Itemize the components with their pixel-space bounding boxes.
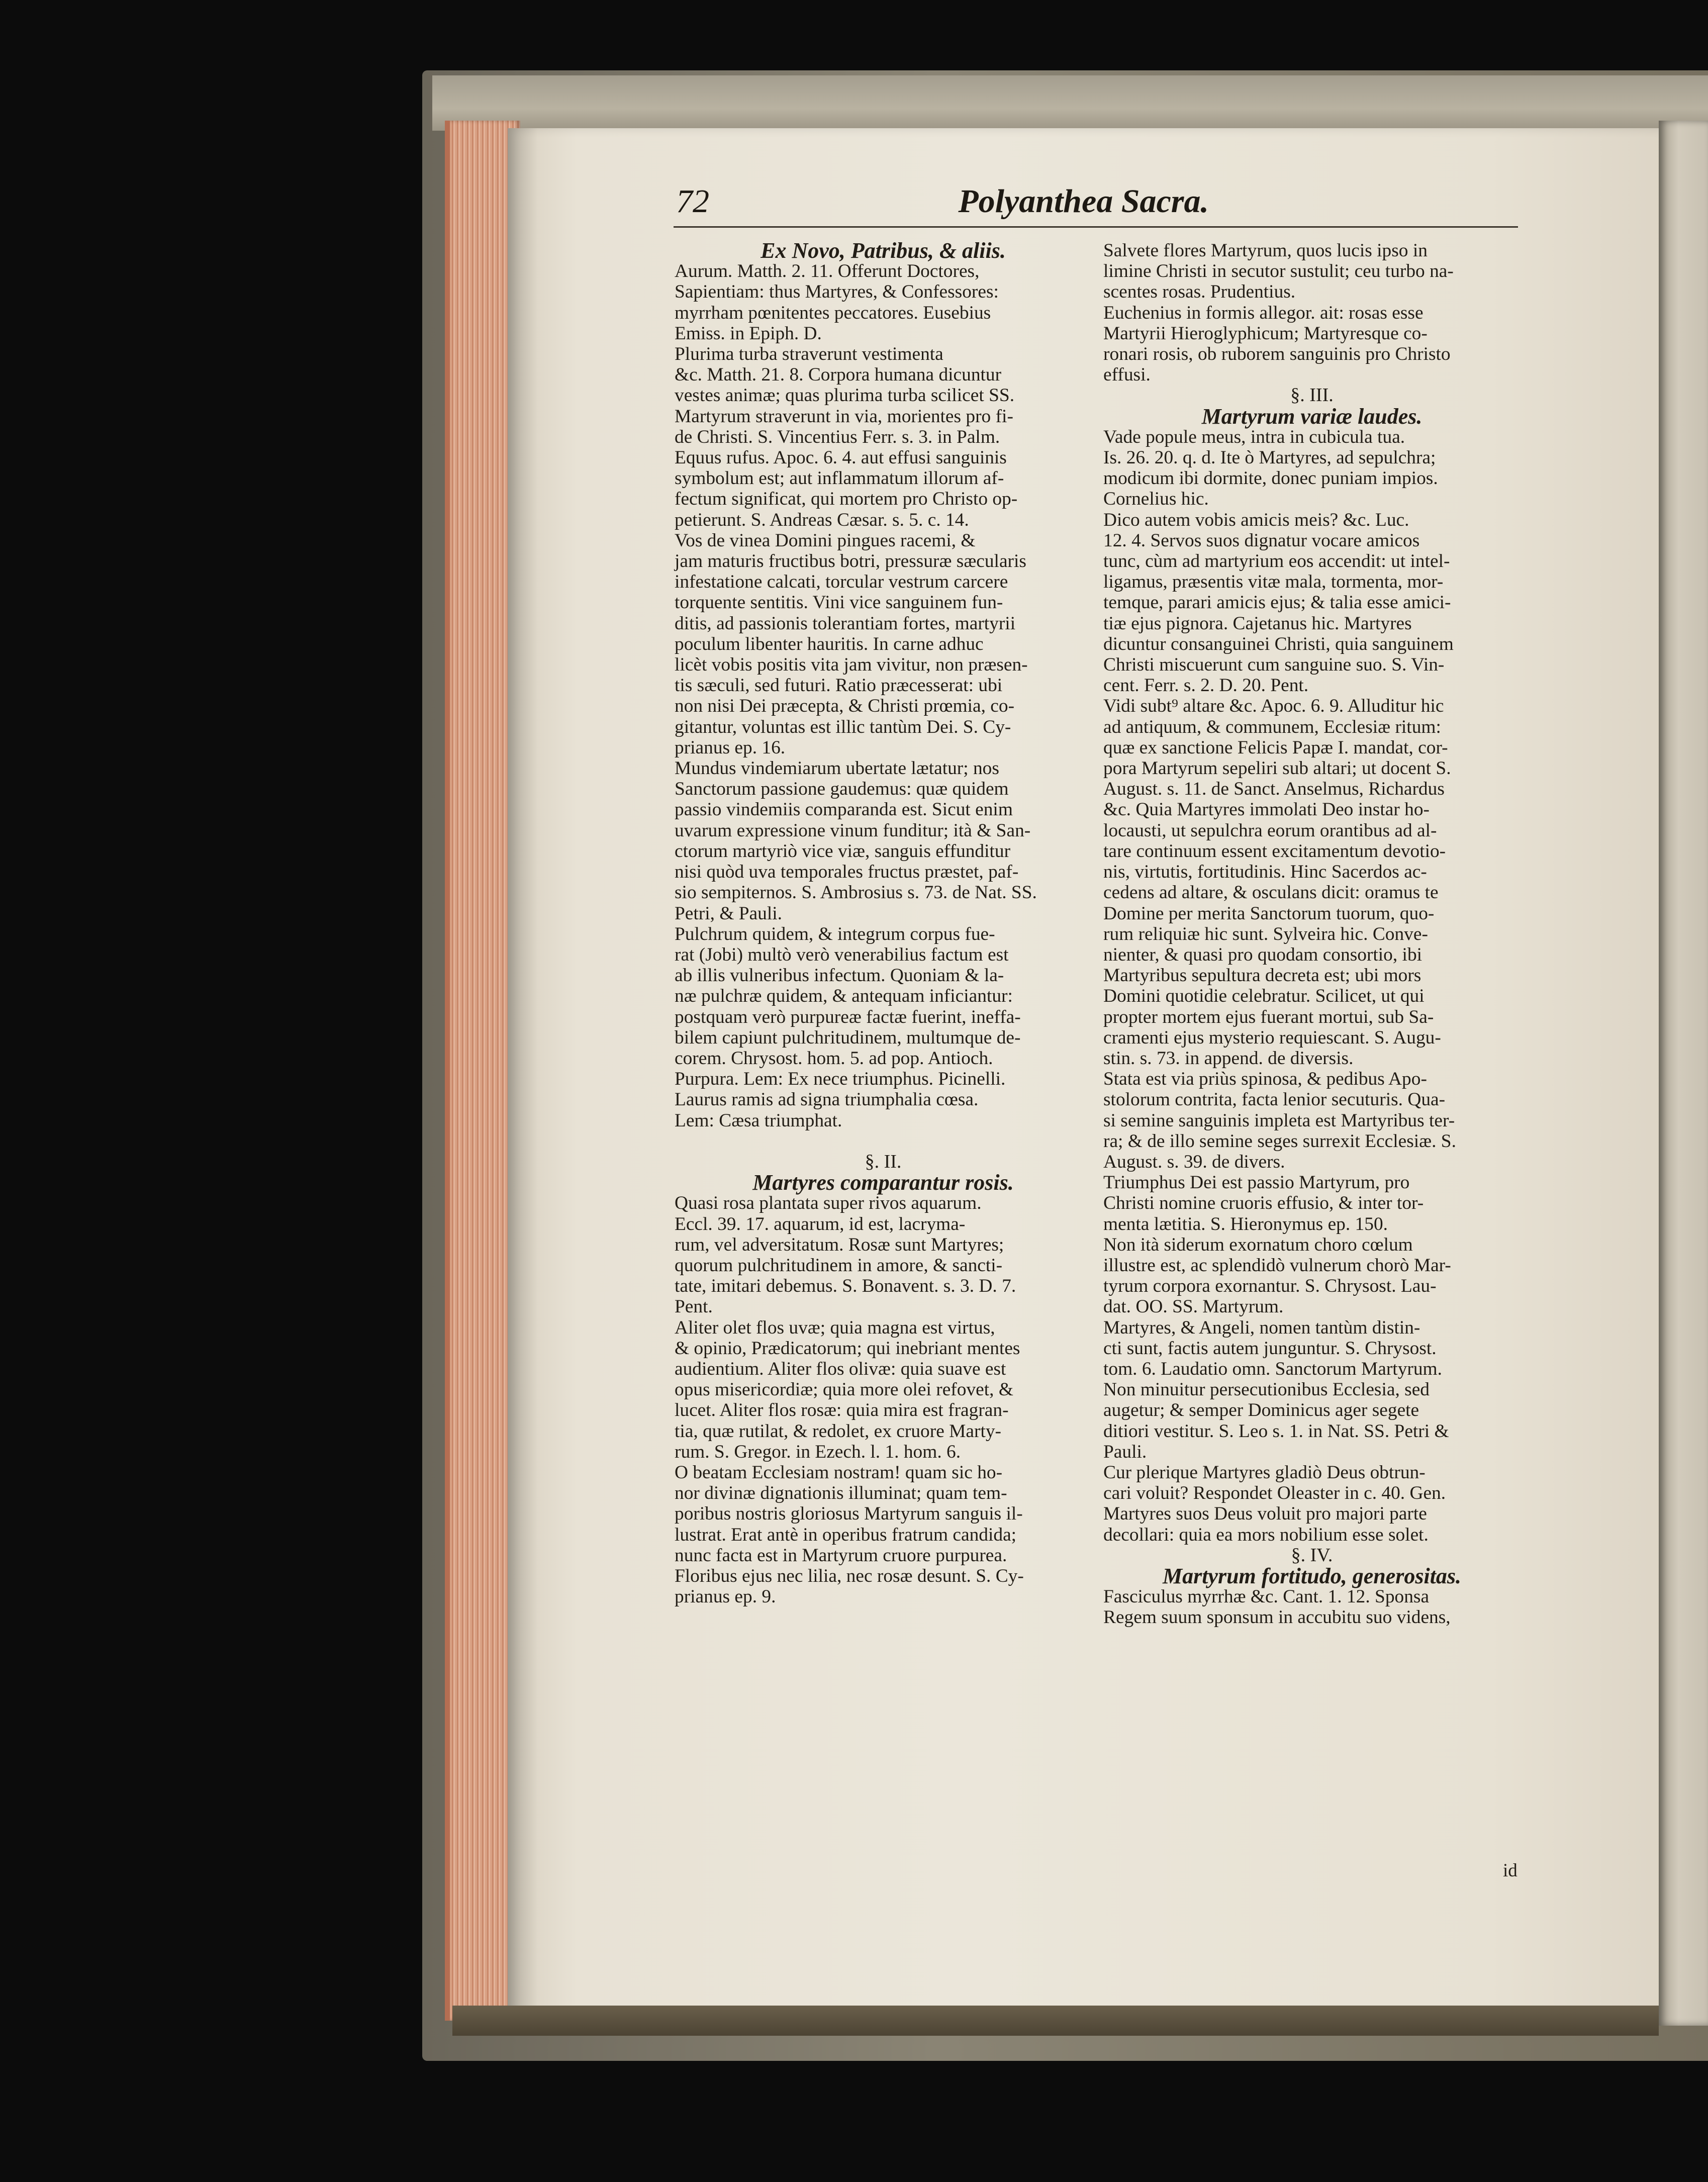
gutter-shadow xyxy=(508,128,538,2021)
text-line: Pauli. xyxy=(1103,1441,1147,1462)
text-line: Martyrum straverunt in via, morientes pro fi- xyxy=(675,406,1013,427)
left-column xyxy=(675,240,1092,1607)
text-line: Martyres comparantur rosis. xyxy=(752,1170,1014,1195)
running-title: Polyanthea Sacra. xyxy=(958,183,1209,220)
text-line: rum reliquiæ hic sunt. Sylveira hic. Conve- xyxy=(1103,923,1428,944)
text-line: Martyres suos Deus voluit pro majori parte xyxy=(1103,1503,1427,1525)
text-line: Christi nomine cruoris effusio, & inter tor- xyxy=(1103,1193,1424,1214)
text-line: nisi quòd uva temporales fructus præstet, paf- xyxy=(675,862,1019,883)
text-line: Domini quotidie celebratur. Scilicet, ut qui xyxy=(1103,986,1425,1007)
text-line: Purpura. Lem: Ex nece triumphus. Picinelli. xyxy=(675,1069,1006,1090)
text-line: ligamus, præsentis vitæ mala, tormenta, mor- xyxy=(1103,572,1444,593)
text-line: vestes animæ; quas plurima turba scilicet SS. xyxy=(675,385,1015,406)
text-line: symbolum est; aut inflammatum illorum af- xyxy=(675,468,1004,489)
text-line: 12. 4. Servos suos dignatur vocare amicos xyxy=(1103,530,1420,551)
text-line: rat (Jobi) multò verò venerabilius factum est xyxy=(675,944,1009,965)
text-line: non nisi Dei præcepta, & Christi prœmia, co- xyxy=(675,696,1015,717)
text-line: Vade popule meus, intra in cubicula tua. xyxy=(1103,426,1405,447)
text-line: corem. Chrysost. hom. 5. ad pop. Antioch. xyxy=(675,1048,993,1069)
text-line: petierunt. S. Andreas Cæsar. s. 5. c. 14. xyxy=(675,509,969,530)
text-line: tia, quæ rutilat, & redolet, ex cruore Marty- xyxy=(675,1420,1001,1442)
text-line: nis, virtutis, fortitudinis. Hinc Sacerdos ac- xyxy=(1103,862,1427,883)
text-line: stin. s. 73. in append. de diversis. xyxy=(1103,1048,1354,1069)
text-line: tom. 6. Laudatio omn. Sanctorum Martyrum. xyxy=(1103,1358,1442,1379)
text-line: Petri, & Pauli. xyxy=(675,903,782,924)
text-line: menta lætitia. S. Hieronymus ep. 150. xyxy=(1103,1213,1388,1235)
text-line: ditiori vestitur. S. Leo s. 1. in Nat. SS. Petri & xyxy=(1103,1420,1449,1442)
text-line: Aliter olet flos uvæ; quia magna est virtus, xyxy=(675,1317,995,1338)
text-line: Christi miscuerunt cum sanguine suo. S. Vin- xyxy=(1103,654,1445,676)
text-line: nor divinæ dignationis illuminat; quam tem- xyxy=(675,1483,1007,1504)
text-line: dat. OO. SS. Martyrum. xyxy=(1103,1296,1284,1317)
text-line: Laurus ramis ad signa triumphalia cœsa. xyxy=(675,1089,979,1110)
text-line: ronari rosis, ob ruborem sanguinis pro Christo xyxy=(1103,344,1451,365)
text-line: tunc, cùm ad martyrium eos accendit: ut intel- xyxy=(1103,551,1450,572)
text-line: Aurum. Matth. 2. 11. Offerunt Doctores, xyxy=(675,261,980,282)
text-line: Plurima turba straverunt vestimenta xyxy=(675,344,943,365)
running-head xyxy=(676,178,1209,226)
text-line: prianus ep. 16. xyxy=(675,737,786,758)
text-line: Equus rufus. Apoc. 6. 4. aut effusi sanguinis xyxy=(675,447,1007,468)
text-line: Lem: Cæsa triumphat. xyxy=(675,1110,842,1131)
text-line: poculum libenter hauritis. In carne adhuc xyxy=(675,633,984,654)
text-line: Eccl. 39. 17. aquarum, id est, lacryma- xyxy=(675,1213,966,1235)
text-line: Stata est via priùs spinosa, & pedibus Apo- xyxy=(1103,1069,1427,1090)
text-line: locausti, ut sepulchra eorum orantibus ad al- xyxy=(1103,820,1437,841)
text-line: &c. Quia Martyres immolati Deo instar ho- xyxy=(1103,799,1430,820)
text-line: tate, imitari debemus. S. Bonavent. s. 3. D. 7. xyxy=(675,1276,1016,1297)
text-line: Floribus ejus nec lilia, nec rosæ desunt. S. Cy- xyxy=(675,1566,1024,1586)
text-line: Salvete flores Martyrum, quos lucis ipso in xyxy=(1103,240,1428,261)
cover-top-edge xyxy=(432,75,1708,131)
right-column xyxy=(1103,240,1521,1628)
text-line: Martyres, & Angeli, nomen tantùm distin- xyxy=(1103,1317,1420,1338)
text-line: Sanctorum passione gaudemus: quæ quidem xyxy=(675,779,1009,800)
text-line: ad antiquum, & communem, Ecclesiæ ritum: xyxy=(1103,716,1441,737)
catchword: id xyxy=(1503,1860,1517,1881)
text-line: Euchenius in formis allegor. ait: rosas esse xyxy=(1103,302,1424,323)
text-line: Martyrii Hieroglyphicum; Martyresque co- xyxy=(1103,323,1428,344)
text-line: illustre est, ac splendidò vulnerum chorò Mar- xyxy=(1103,1255,1451,1276)
text-line: Domine per merita Sanctorum tuorum, quo- xyxy=(1103,903,1435,924)
facing-page-edge xyxy=(1659,121,1708,2026)
text-line: prianus ep. 9. xyxy=(675,1586,776,1607)
text-line: Martyrum fortitudo, generositas. xyxy=(1162,1564,1462,1588)
text-line: cramenti ejus mysterio requiescant. S. Augu- xyxy=(1103,1027,1441,1048)
text-line: nunc facta est in Martyrum cruore purpurea. xyxy=(675,1545,1007,1566)
text-line: torquente sentitis. Vini vice sanguinem fun- xyxy=(675,592,1003,613)
text-line: ditis, ad passionis tolerantiam fortes, martyrii xyxy=(675,613,1016,634)
header-rule xyxy=(674,226,1518,228)
text-line: Vos de vinea Domini pingues racemi, & xyxy=(675,530,976,551)
text-line: §. III. xyxy=(1290,385,1334,406)
text-line: scentes rosas. Prudentius. xyxy=(1103,281,1296,303)
text-line xyxy=(675,1131,1092,1152)
text-line: Quasi rosa plantata super rivos aquarum. xyxy=(675,1193,982,1214)
text-line: pora Martyrum sepeliri sub altari; ut docent S. xyxy=(1103,758,1451,779)
text-line: dicuntur consanguinei Christi, quia sanguinem xyxy=(1103,633,1454,654)
text-line: ra; & de illo semine seges surrexit Ecclesiæ. S. xyxy=(1103,1130,1456,1152)
text-line: Sapientiam: thus Martyres, & Confessores: xyxy=(675,281,999,303)
text-line: Regem suum sponsum in accubitu suo videns, xyxy=(1103,1607,1451,1628)
text-line: §. IV. xyxy=(1291,1544,1333,1566)
book-bottom-edge xyxy=(452,2006,1659,2036)
text-line: temque, parari amicis ejus; & talia esse amici- xyxy=(1103,592,1451,613)
text-line: postquam verò purpureæ factæ fuerint, ineffa- xyxy=(675,1006,1021,1027)
text-line: quæ ex sanctione Felicis Papæ I. mandat, cor- xyxy=(1103,737,1448,758)
page-number: 72 xyxy=(676,183,709,220)
text-line: infestatione calcati, torcular vestrum carcere xyxy=(675,572,1008,593)
text-line: August. s. 11. de Sanct. Anselmus, Richardus xyxy=(1103,779,1445,800)
text-line: & opinio, Prædicatorum; qui inebriant mentes xyxy=(675,1338,1020,1359)
text-line: tyrum corpora exornantur. S. Chrysost. Lau- xyxy=(1103,1276,1437,1297)
text-line: lucet. Aliter flos rosæ: quia mira est fragran- xyxy=(675,1400,1009,1421)
text-line: sio sempiternos. S. Ambrosius s. 73. de Nat. SS. xyxy=(675,882,1037,903)
text-line: propter mortem ejus fuerant mortui, sub Sa- xyxy=(1103,1006,1434,1027)
text-line: fectum significat, qui mortem pro Christo op- xyxy=(675,489,1018,510)
text-line: rum, vel adversitatum. Rosæ sunt Martyres; xyxy=(675,1234,1004,1255)
text-line: lustrat. Erat antè in operibus fratrum candida; xyxy=(675,1524,1017,1545)
text-line: limine Christi in secutor sustulit; ceu turbo na- xyxy=(1103,261,1454,282)
text-line: opus misericordiæ; quia more olei refovet, & xyxy=(675,1379,1013,1400)
text-line: tiæ ejus pignora. Cajetanus hic. Martyres xyxy=(1103,613,1412,634)
text-line: decollari: quia ea mors nobilium esse solet. xyxy=(1103,1524,1429,1545)
text-line: Non minuitur persecutionibus Ecclesia, sed xyxy=(1103,1379,1430,1400)
text-line: Is. 26. 20. q. d. Ite ò Martyres, ad sepulchra; xyxy=(1103,447,1436,468)
text-line: ab illis vulneribus infectum. Quoniam & la- xyxy=(675,965,1004,986)
text-line: cedens ad altare, & osculans dicit: oramus te xyxy=(1103,882,1439,903)
text-line: quorum pulchritudinem in amore, & sancti- xyxy=(675,1255,1003,1276)
text-line: audientium. Aliter flos olivæ: quia suave est xyxy=(675,1358,1006,1379)
text-line: poribus nostris gloriosus Martyrum sanguis il- xyxy=(675,1503,1023,1525)
text-line: Martyribus sepultura decreta est; ubi mors xyxy=(1103,965,1421,986)
text-line: cent. Ferr. s. 2. D. 20. Pent. xyxy=(1103,675,1309,696)
text-line: si semine sanguinis impleta est Martyribus ter- xyxy=(1103,1110,1455,1131)
text-line: Mundus vindemiarum ubertate lætatur; nos xyxy=(675,758,999,779)
text-line: rum. S. Gregor. in Ezech. l. 1. hom. 6. xyxy=(675,1441,961,1462)
text-line: jam maturis fructibus botri, pressuræ sæcularis xyxy=(675,551,1026,572)
text-line: Cornelius hic. xyxy=(1103,489,1209,510)
text-line: cari voluit? Respondet Oleaster in c. 40. Gen. xyxy=(1103,1483,1446,1504)
text-line: Pent. xyxy=(675,1296,713,1317)
text-line: Dico autem vobis amicis meis? &c. Luc. xyxy=(1103,509,1409,530)
text-line: Non ità siderum exornatum choro cœlum xyxy=(1103,1234,1413,1255)
text-line: Vidi subt⁹ altare &c. Apoc. 6. 9. Alluditur hic xyxy=(1103,696,1444,717)
text-line: Cur plerique Martyres gladiò Deus obtrun- xyxy=(1103,1462,1426,1483)
text-line: Fasciculus myrrhæ &c. Cant. 1. 12. Sponsa xyxy=(1103,1586,1430,1607)
text-line: bilem capiunt pulchritudinem, multumque de- xyxy=(675,1027,1021,1048)
text-line: Martyrum variæ laudes. xyxy=(1201,404,1422,429)
text-line: cti sunt, factis autem junguntur. S. Chrysost. xyxy=(1103,1338,1437,1359)
text-line: §. II. xyxy=(865,1151,902,1172)
text-line: Triumphus Dei est passio Martyrum, pro xyxy=(1103,1172,1410,1193)
text-line: nienter, & quasi pro quodam consortio, ibi xyxy=(1103,944,1422,965)
text-line: Emiss. in Epiph. D. xyxy=(675,323,822,344)
text-line: August. s. 39. de divers. xyxy=(1103,1151,1285,1172)
text-line: tare continuum essent excitamentum devotio- xyxy=(1103,840,1446,862)
text-line: ctorum martyriò vice viæ, sanguis effunditur xyxy=(675,840,1011,862)
text-line: de Christi. S. Vincentius Ferr. s. 3. in Palm. xyxy=(675,426,1000,447)
text-line: passio vindemiis comparanda est. Sicut enim xyxy=(675,799,1013,820)
text-line: Ex Novo, Patribus, & aliis. xyxy=(761,238,1006,263)
text-line: stolorum contrita, facta lenior secuturis. Qua- xyxy=(1103,1089,1446,1110)
text-line: næ pulchræ quidem, & antequam inficiantur: xyxy=(675,986,1013,1007)
text-line: myrrham pœnitentes peccatores. Eusebius xyxy=(675,302,991,323)
text-line: augetur; & semper Dominicus ager segete xyxy=(1103,1400,1419,1421)
text-line: tis sæculi, sed futuri. Ratio præcesserat: ubi xyxy=(675,675,1003,696)
text-line: &c. Matth. 21. 8. Corpora humana dicuntur xyxy=(675,364,1002,386)
text-line: modicum ibi dormite, donec puniam impios. xyxy=(1103,468,1438,489)
text-line: O beatam Ecclesiam nostram! quam sic ho- xyxy=(675,1462,1003,1483)
text-line: effusi. xyxy=(1103,364,1151,386)
text-line: licèt vobis positis vita jam vivitur, non præsen- xyxy=(675,654,1028,676)
text-line: Pulchrum quidem, & integrum corpus fue- xyxy=(675,923,995,944)
text-line: gitantur, voluntas est illic tantùm Dei. S. Cy- xyxy=(675,716,1011,737)
text-line: uvarum expressione vinum funditur; ità & San- xyxy=(675,820,1031,841)
